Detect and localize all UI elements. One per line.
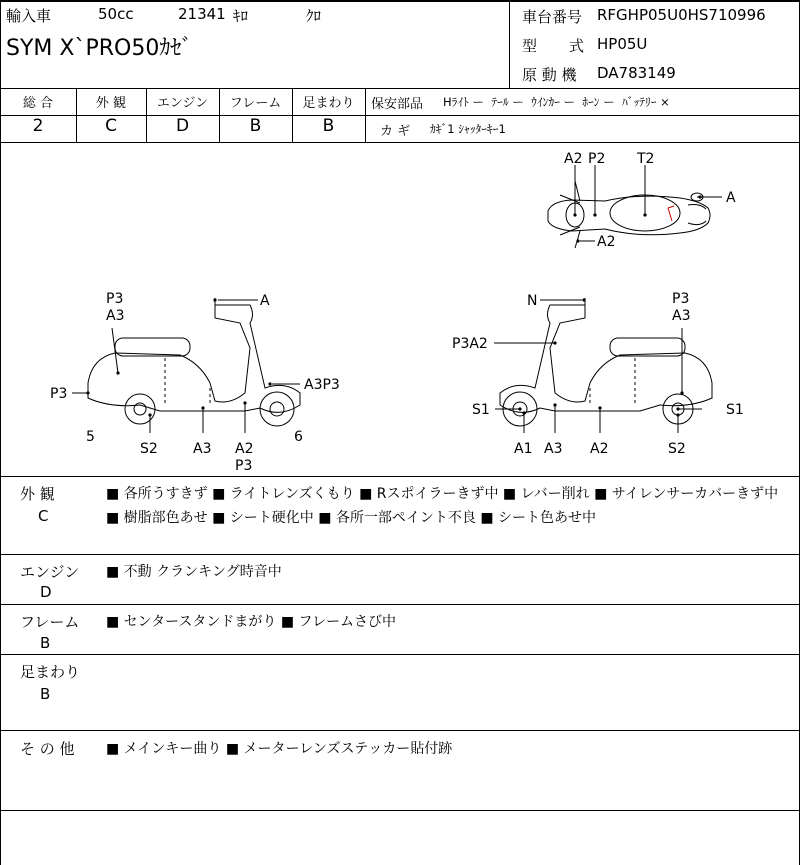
rule	[509, 0, 510, 88]
other-remarks: ■ メインキー曲り ■ メーターレンズステッカー貼付跡	[106, 741, 453, 757]
rule	[0, 604, 800, 605]
section-frame-grade: B	[40, 634, 51, 652]
label-right-s1b: S1	[726, 402, 744, 418]
section-engine-label: エンジン	[20, 563, 80, 581]
section-suspension-grade: B	[40, 685, 51, 703]
grade-frame: B	[249, 116, 262, 136]
label-left-a2: A2	[235, 441, 254, 457]
rule	[0, 88, 800, 89]
label-right-a3: A3	[672, 308, 691, 324]
label-right-s2: S2	[668, 441, 686, 457]
label-top-t2: T2	[637, 151, 655, 167]
key-label: カ ギ	[380, 124, 411, 139]
engine-no: DA783149	[597, 64, 676, 82]
section-exterior-grade: C	[38, 507, 49, 525]
label-left-a3b: A3	[193, 441, 212, 457]
label-right-p3: P3	[672, 291, 690, 307]
label-top-p2: P2	[588, 151, 606, 167]
label-right-n: N	[527, 293, 538, 309]
mileage: 21341	[178, 5, 226, 23]
grade-engine: D	[175, 116, 190, 136]
grade-header-total: 総 合	[22, 96, 54, 111]
scooter-top-view	[548, 181, 710, 248]
label-top-a2b: A2	[597, 234, 616, 250]
exterior-remarks-1: ■ 各所うすきず ■ ライトレンズくもり ■ Rスポイラーきず中 ■ レバー削れ ■ サイレンサーカバーきず中	[106, 486, 779, 502]
rule	[0, 730, 800, 731]
exterior-remarks-2: ■ 樹脂部色あせ ■ シート硬化中 ■ 各所一部ペイント不良 ■ シート色あせ中	[106, 510, 597, 526]
label-top-a: A	[726, 190, 736, 206]
label-right-p3a2: P3A2	[452, 336, 488, 352]
label-right-s1: S1	[472, 402, 490, 418]
grade-header-exterior: 外 観	[95, 96, 127, 111]
label-left-p3b: P3	[50, 386, 68, 402]
label-left-6: 6	[294, 429, 303, 445]
grade-exterior: C	[105, 116, 117, 136]
parts-label: 保安部品	[371, 97, 424, 112]
label-left-5: 5	[86, 429, 95, 445]
frame-no: RFGHP05U0HS710996	[597, 6, 766, 24]
grade-header-frame: フレーム	[229, 96, 282, 111]
label-left-a: A	[260, 293, 270, 309]
grade-header-engine: エンジン	[156, 96, 209, 111]
frame-remarks: ■ センタースタンドまがり ■ フレームさび中	[106, 614, 396, 630]
color: ｸﾛ	[306, 7, 322, 25]
label-left-s2: S2	[140, 441, 158, 457]
displacement: 50cc	[98, 5, 134, 23]
label-top-a2: A2	[564, 151, 583, 167]
label-left-p3: P3	[106, 291, 124, 307]
rule	[365, 88, 366, 142]
type-label: 型	[522, 37, 538, 55]
section-frame-label: フレーム	[20, 613, 80, 631]
rule	[0, 654, 800, 655]
rule	[0, 476, 800, 477]
frame-top	[0, 0, 800, 2]
rule	[0, 554, 800, 555]
grade-header-suspension: 足まわり	[302, 96, 355, 111]
mileage-unit: ｷﾛ	[233, 7, 249, 25]
type-label-2: 式	[569, 37, 585, 55]
key-value: ｶｷﾞ1 ｼｬｯﾀｰｷｰ1	[430, 122, 506, 136]
rule	[0, 810, 800, 811]
frame-no-label: 車台番号	[522, 8, 583, 26]
label-left-a3p3: A3P3	[304, 377, 340, 393]
grade-suspension: B	[322, 116, 335, 136]
damage-diagram	[0, 143, 800, 476]
section-other-label: そ の 他	[20, 740, 75, 758]
grade-total: 2	[32, 116, 44, 136]
engine-label: 原 動 機	[522, 66, 577, 84]
engine-remarks: ■ 不動 クランキング時音中	[106, 564, 282, 580]
label-right-a2: A2	[590, 441, 609, 457]
section-engine-grade: D	[40, 583, 52, 601]
model-name: SYM X`PRO50ｶｾﾞ	[6, 36, 193, 61]
parts-items: Hﾗｲﾄ ー ﾃｰﾙ ー ｳｲﾝｶｰ ー ﾎｰﾝ ー ﾊﾞｯﾃﾘｰ ×	[443, 95, 670, 109]
section-exterior-label: 外 観	[20, 485, 55, 503]
label-right-a1: A1	[514, 441, 533, 457]
label-left-p3c: P3	[235, 458, 253, 474]
import-label: 輸入車	[6, 7, 52, 25]
type-value: HP05U	[597, 35, 648, 53]
section-suspension-label: 足まわり	[20, 663, 81, 681]
label-right-a3b: A3	[544, 441, 563, 457]
label-left-a3: A3	[106, 308, 125, 324]
